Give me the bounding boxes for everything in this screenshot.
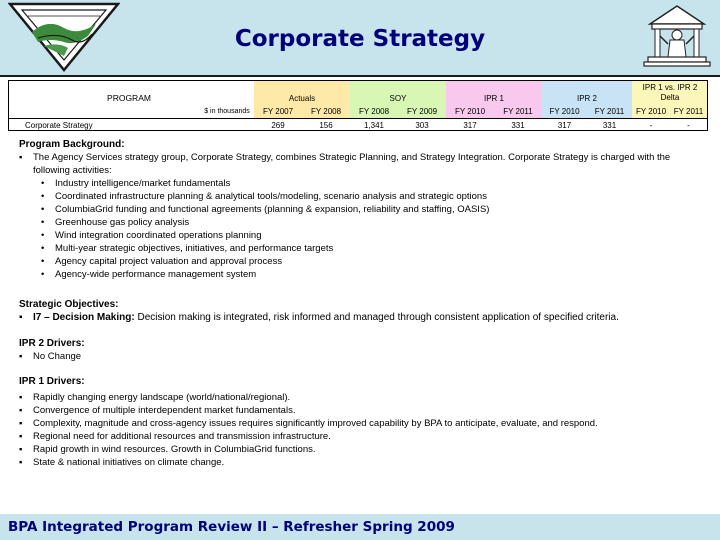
program-header: PROGRAM	[107, 93, 151, 103]
year-header: FY 2011	[673, 107, 704, 116]
background-heading: Program Background:	[19, 139, 125, 150]
table-cell: 156	[319, 121, 333, 130]
list-item: • ColumbiaGrid funding and functional agreements (planning & expansion, reliability and staffing, OASIS)	[41, 204, 490, 215]
table-cell: 331	[511, 121, 525, 130]
year-header: FY 2010	[549, 107, 580, 116]
list-item: • Coordinated infrastructure planning & analytical tools/modeling, scenario analysis and strategic options	[41, 191, 487, 202]
bullet-icon: •	[41, 217, 45, 228]
list-item: • Agency-wide performance management system	[41, 269, 257, 280]
objectives-heading: Strategic Objectives:	[19, 299, 119, 310]
list-item: • Wind integration coordinated operations planning	[41, 230, 262, 241]
list-item: ▪ Convergence of multiple interdependent market fundamentals.	[19, 405, 296, 416]
bullet-icon: •	[41, 191, 45, 202]
list-item: • Greenhouse gas policy analysis	[41, 217, 190, 228]
year-header: FY 2008	[358, 107, 390, 116]
actuals-group-header: Actuals	[288, 94, 316, 103]
bullet-icon: ▪	[19, 152, 23, 163]
bullet-icon: •	[41, 243, 45, 254]
bullet-icon: •	[41, 230, 45, 241]
ipr2-group-header: IPR 2	[576, 94, 597, 103]
list-item: • Multi-year strategic objectives, initiatives, and performance targets	[41, 243, 334, 254]
bullet-icon: ▪	[19, 431, 23, 442]
bullet-icon: •	[41, 204, 45, 215]
table-cell: -	[687, 121, 690, 130]
row-label: Corporate Strategy	[25, 121, 93, 130]
table-cell: 331	[602, 121, 617, 130]
soy-group-header: SOY	[389, 94, 407, 103]
year-header: FY 2008	[310, 107, 342, 116]
table-cell: 317	[557, 121, 572, 130]
budget-table	[8, 80, 708, 131]
table-cell: 303	[415, 121, 429, 130]
header-banner	[0, 0, 720, 75]
ipr2-drivers-heading: IPR 2 Drivers:	[19, 338, 85, 349]
bullet-icon: ▪	[19, 351, 23, 362]
list-item: ▪ State & national initiatives on climate change.	[19, 457, 225, 468]
bullet-icon: ▪	[19, 405, 23, 416]
bullet-icon: ▪	[19, 418, 23, 429]
bullet-icon: •	[41, 178, 45, 189]
year-header: FY 2011	[594, 107, 625, 116]
header-divider	[0, 75, 720, 77]
year-header: FY 2010	[454, 107, 486, 116]
content-body	[19, 138, 709, 469]
bullet-icon: ▪	[19, 392, 23, 403]
table-cell: 317	[463, 121, 477, 130]
year-header: FY 2007	[262, 107, 294, 116]
bullet-icon: •	[41, 269, 45, 280]
list-item: ▪ No Change	[19, 351, 82, 362]
ipr1-drivers-heading: IPR 1 Drivers:	[19, 376, 85, 387]
bullet-icon: •	[41, 256, 45, 267]
list-item: • Agency capital project valuation and approval process	[41, 256, 283, 267]
bullet-icon: ▪	[19, 457, 23, 468]
units-label: $ in thousands	[204, 108, 250, 115]
list-item: • Industry intelligence/market fundamentals	[41, 178, 231, 189]
list-item: ▪ Rapidly changing energy landscape (world/national/regional).	[19, 392, 291, 403]
list-item: ▪ Regional need for additional resources and transmission infrastructure.	[19, 431, 331, 442]
year-header: FY 2011	[503, 107, 533, 116]
list-item: ▪ Rapid growth in wind resources. Growth in ColumbiaGrid functions.	[19, 444, 316, 455]
footer-banner	[0, 514, 720, 540]
delta-group-header: IPR 1 vs. IPR 2 Delta	[642, 83, 698, 102]
page-title: Corporate Strategy	[234, 26, 486, 52]
year-header: FY 2009	[406, 107, 438, 116]
background-intro: ▪ The Agency Services strategy group, Corporate Strategy, combines Strategic Planning, and Strategy Integration. Corporate Strategy is charged with the following activities:	[19, 152, 671, 176]
list-item: ▪ Complexity, magnitude and cross-agency issues requires significantly improved capability by BPA to anticipate, evaluate, and respond.	[19, 418, 598, 429]
ipr1-group-header: IPR 1	[483, 94, 504, 103]
table-row-divider	[9, 118, 707, 119]
year-header: FY 2010	[635, 107, 667, 116]
table-cell: -	[649, 121, 653, 130]
table-cell: 1,341	[363, 121, 385, 130]
footer-text: BPA Integrated Program Review II – Refresher Spring 2009	[8, 519, 455, 535]
bullet-icon: ▪	[19, 444, 23, 455]
objective-item: ▪ I7 – Decision Making: Decision making is integrated, risk informed and managed through consistent application of specified criteria.	[19, 312, 619, 323]
table-cell: 269	[271, 121, 285, 130]
bullet-icon: ▪	[19, 312, 23, 323]
